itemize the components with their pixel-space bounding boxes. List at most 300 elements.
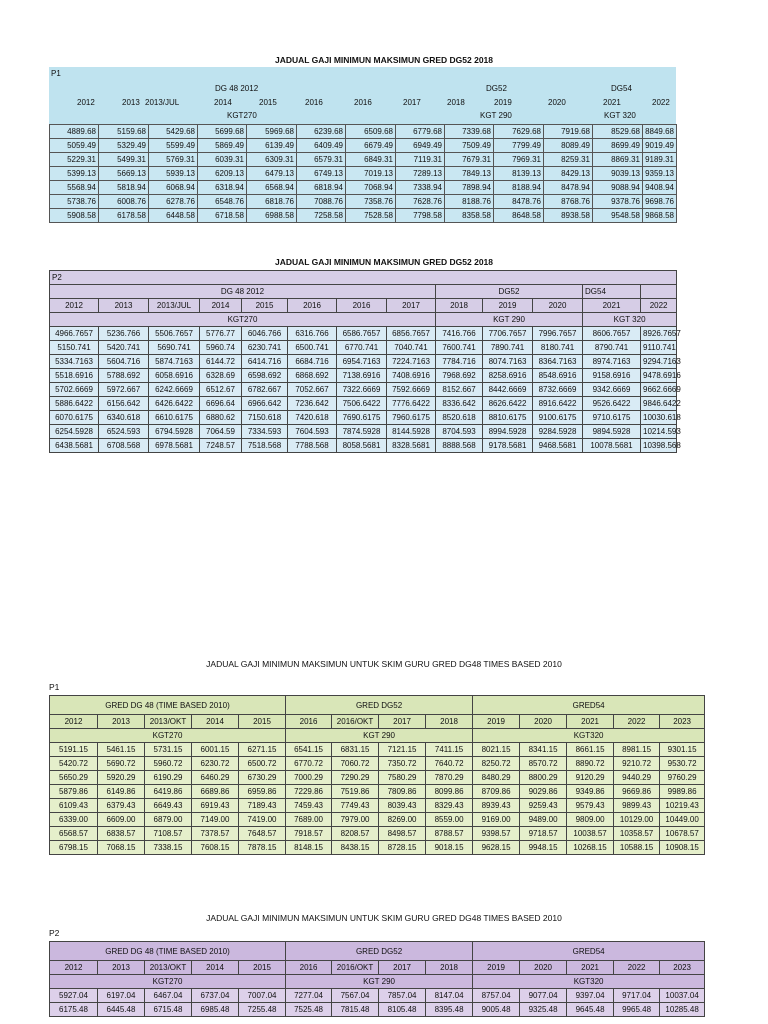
- table-cell: 6978.5681: [149, 439, 200, 453]
- table-cell: 9440.29: [614, 771, 660, 785]
- table-cell: 8732.6669: [533, 383, 583, 397]
- table-cell: 5650.29: [50, 771, 98, 785]
- table-cell: 6426.6422: [149, 397, 200, 411]
- table-cell: 7567.04: [332, 989, 379, 1003]
- table-cell: 9548.58: [593, 209, 643, 223]
- year-header: 2013: [122, 98, 140, 107]
- table-cell: 6190.29: [145, 771, 192, 785]
- table-cell: 5874.7163: [149, 355, 200, 369]
- table-cell: 6479.13: [247, 167, 297, 181]
- table-cell: 7119.31: [396, 153, 445, 167]
- table-row: [50, 341, 677, 355]
- group-dg54: DG54: [583, 285, 641, 299]
- table-cell: 8144.5928: [387, 425, 436, 439]
- table-cell: 7334.593: [242, 425, 288, 439]
- table-cell: 7060.72: [332, 757, 379, 771]
- table-cell: 5960.72: [145, 757, 192, 771]
- table-cell: 6197.04: [98, 989, 145, 1003]
- table-cell: 9039.13: [593, 167, 643, 181]
- table-cell: 5329.49: [99, 139, 149, 153]
- table-cell: 8626.6422: [483, 397, 533, 411]
- table-cell: 6339.00: [50, 813, 98, 827]
- table-cell: 7979.00: [332, 813, 379, 827]
- year-header: 2016: [288, 299, 337, 313]
- table-cell: 6046.766: [242, 327, 288, 341]
- table-cell: 5229.31: [50, 153, 99, 167]
- table-cell: 6109.43: [50, 799, 98, 813]
- table-cell: 9645.48: [567, 1003, 614, 1017]
- year-header: 2023: [660, 715, 705, 729]
- table-cell: 6318.94: [198, 181, 247, 195]
- table-cell: 9579.43: [567, 799, 614, 813]
- year-header: 2021: [567, 961, 614, 975]
- table-cell: 10037.04: [660, 989, 705, 1003]
- table-row: [50, 355, 677, 369]
- table-cell: 5461.15: [98, 743, 145, 757]
- table-cell: 6609.00: [98, 813, 145, 827]
- table-cell: 7580.29: [379, 771, 426, 785]
- table-cell: 6586.7657: [337, 327, 387, 341]
- table-cell: 8358.58: [445, 209, 494, 223]
- table-cell: 8890.72: [567, 757, 614, 771]
- table-cell: 6919.43: [192, 799, 239, 813]
- table-cell: 6879.00: [145, 813, 192, 827]
- empty-cell: [641, 285, 677, 299]
- year-header: 2022: [614, 715, 660, 729]
- table-cell: 8704.593: [436, 425, 483, 439]
- table-cell: 6730.29: [239, 771, 286, 785]
- table-cell: 8329.43: [426, 799, 473, 813]
- year-header: 2015: [242, 299, 288, 313]
- table-cell: 8498.57: [379, 827, 426, 841]
- table-cell: 10219.43: [660, 799, 705, 813]
- year-header: 2013: [99, 299, 149, 313]
- table-cell: 8039.43: [379, 799, 426, 813]
- year-header: 2015: [239, 961, 286, 975]
- table-cell: 9809.00: [567, 813, 614, 827]
- table-cell: 7518.568: [242, 439, 288, 453]
- table-cell: 6818.94: [297, 181, 346, 195]
- table-cell: 6798.15: [50, 841, 98, 855]
- table-cell: 8790.741: [583, 341, 641, 355]
- table-cell: 5150.741: [50, 341, 99, 355]
- table-cell: 7969.31: [494, 153, 544, 167]
- table-cell: 5818.94: [99, 181, 149, 195]
- table-cell: 6880.62: [200, 411, 242, 425]
- group-dg48: GRED DG 48 (TIME BASED 2010): [50, 696, 286, 715]
- table-cell: 9478.6916: [641, 369, 677, 383]
- table-cell: 9868.58: [643, 209, 677, 223]
- table-cell: 5927.04: [50, 989, 98, 1003]
- table-cell: 6715.48: [145, 1003, 192, 1017]
- table-cell: 5702.6669: [50, 383, 99, 397]
- table-cell: 5599.49: [149, 139, 198, 153]
- kgt-label: KGT 290: [286, 975, 473, 989]
- year-header: 2016: [337, 299, 387, 313]
- table-cell: 6649.43: [145, 799, 192, 813]
- table-cell: 8250.72: [473, 757, 520, 771]
- table-cell: 9965.48: [614, 1003, 660, 1017]
- group-dg48: DG 48 2012: [50, 285, 436, 299]
- table-cell: 8709.86: [473, 785, 520, 799]
- year-header: 2021: [583, 299, 641, 313]
- table-cell: 6610.6175: [149, 411, 200, 425]
- table-cell: 5399.13: [50, 167, 99, 181]
- table-cell: 9342.6669: [583, 383, 641, 397]
- table-cell: 7798.58: [396, 209, 445, 223]
- table-cell: 7007.04: [239, 989, 286, 1003]
- table-cell: 7525.48: [286, 1003, 332, 1017]
- table-cell: 9378.76: [593, 195, 643, 209]
- table-row: [50, 827, 705, 841]
- table-cell: 9899.43: [614, 799, 660, 813]
- group-dg52: DG52: [436, 285, 583, 299]
- table-cell: 7679.31: [445, 153, 494, 167]
- section-1-table: [49, 124, 677, 223]
- table-cell: 8529.68: [593, 125, 643, 139]
- kgt-label: KGT320: [473, 975, 705, 989]
- table-row: [50, 125, 677, 139]
- table-cell: 7592.6669: [387, 383, 436, 397]
- table-cell: 6254.5928: [50, 425, 99, 439]
- table-cell: 5669.13: [99, 167, 149, 181]
- year-header: 2017: [403, 98, 421, 107]
- table-cell: 9019.49: [643, 139, 677, 153]
- table-cell: 5879.86: [50, 785, 98, 799]
- table-cell: 8548.6916: [533, 369, 583, 383]
- year-header: 2012: [50, 961, 98, 975]
- table-cell: 5059.49: [50, 139, 99, 153]
- table-cell: 6156.642: [99, 397, 149, 411]
- table-cell: 6500.72: [239, 757, 286, 771]
- table-row: [50, 799, 705, 813]
- table-cell: 6239.68: [297, 125, 346, 139]
- table-row: [50, 771, 705, 785]
- table-cell: 8888.568: [436, 439, 483, 453]
- table-cell: 7690.6175: [337, 411, 387, 425]
- table-cell: 7277.04: [286, 989, 332, 1003]
- year-header: 2013/JUL: [145, 98, 180, 107]
- table-cell: 8180.741: [533, 341, 583, 355]
- table-cell: 5960.74: [200, 341, 242, 355]
- year-header: 2012: [50, 299, 99, 313]
- section-3-title: JADUAL GAJI MINIMUN MAKSIMUN UNTUK SKIM GURU GRED DG48 TIMES BASED 2010: [206, 659, 562, 669]
- year-header: 2015: [259, 98, 277, 107]
- table-cell: 6271.15: [239, 743, 286, 757]
- table-cell: 8800.29: [520, 771, 567, 785]
- table-cell: 5420.72: [50, 757, 98, 771]
- table-cell: 7000.29: [286, 771, 332, 785]
- table-cell: 8438.15: [332, 841, 379, 855]
- table-row: [50, 785, 705, 799]
- table-cell: 5236.766: [99, 327, 149, 341]
- table-cell: 8570.72: [520, 757, 567, 771]
- table-cell: 5568.94: [50, 181, 99, 195]
- year-header: 2015: [239, 715, 286, 729]
- table-cell: 7290.29: [332, 771, 379, 785]
- table-cell: 6679.49: [346, 139, 396, 153]
- table-cell: 6144.72: [200, 355, 242, 369]
- table-cell: 9468.5681: [533, 439, 583, 453]
- year-header: 2013/OKT: [145, 961, 192, 975]
- table-cell: 7776.6422: [387, 397, 436, 411]
- table-cell: 6500.741: [288, 341, 337, 355]
- table-cell: 6598.692: [242, 369, 288, 383]
- year-row: [50, 299, 677, 313]
- kgt-label: KGT 320: [604, 111, 636, 120]
- table-row: [50, 369, 677, 383]
- table-cell: 9169.00: [473, 813, 520, 827]
- table-cell: 8208.57: [332, 827, 379, 841]
- table-cell: 5788.692: [99, 369, 149, 383]
- table-cell: 7600.741: [436, 341, 483, 355]
- table-cell: 8788.57: [426, 827, 473, 841]
- table-cell: 7149.00: [192, 813, 239, 827]
- table-cell: 9294.7163: [641, 355, 677, 369]
- year-row: [50, 961, 705, 975]
- table-cell: 8269.00: [379, 813, 426, 827]
- kgt-label: KGT270: [50, 729, 286, 743]
- table-cell: 6039.31: [198, 153, 247, 167]
- table-cell: 6139.49: [247, 139, 297, 153]
- table-cell: 6068.94: [149, 181, 198, 195]
- table-cell: 5420.741: [99, 341, 149, 355]
- table-cell: 5769.31: [149, 153, 198, 167]
- year-header: 2014: [200, 299, 242, 313]
- section-1-header: [49, 67, 676, 124]
- table-cell: 8395.48: [426, 1003, 473, 1017]
- year-header: 2013/JUL: [149, 299, 200, 313]
- table-cell: 4889.68: [50, 125, 99, 139]
- table-cell: 8148.15: [286, 841, 332, 855]
- table-cell: 8757.04: [473, 989, 520, 1003]
- table-cell: 5604.716: [99, 355, 149, 369]
- table-cell: 7121.15: [379, 743, 426, 757]
- table-cell: 10398.568: [641, 439, 677, 453]
- table-cell: 7068.15: [98, 841, 145, 855]
- table-cell: 9325.48: [520, 1003, 567, 1017]
- table-cell: 8089.49: [544, 139, 593, 153]
- table-cell: 6954.7163: [337, 355, 387, 369]
- year-header: 2019: [483, 299, 533, 313]
- year-header: 2014: [214, 98, 232, 107]
- table-cell: 5939.13: [149, 167, 198, 181]
- table-cell: 6779.68: [396, 125, 445, 139]
- table-cell: 8188.76: [445, 195, 494, 209]
- group-dg52: GRED DG52: [286, 696, 473, 715]
- table-cell: 5920.29: [98, 771, 145, 785]
- table-cell: 9846.6422: [641, 397, 677, 411]
- table-cell: 6058.6916: [149, 369, 200, 383]
- table-cell: 8259.31: [544, 153, 593, 167]
- table-cell: 6838.57: [98, 827, 145, 841]
- table-cell: 7339.68: [445, 125, 494, 139]
- table-cell: 5776.77: [200, 327, 242, 341]
- table-cell: 8939.43: [473, 799, 520, 813]
- table-cell: 7640.72: [426, 757, 473, 771]
- table-cell: 6749.13: [297, 167, 346, 181]
- table-row: [50, 139, 677, 153]
- table-cell: 6149.86: [98, 785, 145, 799]
- table-cell: 8139.13: [494, 167, 544, 181]
- table-cell: 7189.43: [239, 799, 286, 813]
- table-cell: 5699.68: [198, 125, 247, 139]
- table-cell: 5499.31: [99, 153, 149, 167]
- table-cell: 9526.6422: [583, 397, 641, 411]
- table-cell: 7799.49: [494, 139, 544, 153]
- table-cell: 7874.5928: [337, 425, 387, 439]
- table-cell: 7408.6916: [387, 369, 436, 383]
- table-cell: 8328.5681: [387, 439, 436, 453]
- section-1-title: JADUAL GAJI MINIMUN MAKSIMUN GRED DG52 2018: [274, 55, 494, 65]
- table-cell: 8478.94: [544, 181, 593, 195]
- table-cell: 7809.86: [379, 785, 426, 799]
- table-cell: 6988.58: [247, 209, 297, 223]
- table-row: [50, 327, 677, 341]
- table-cell: 9669.86: [614, 785, 660, 799]
- table-cell: 4966.7657: [50, 327, 99, 341]
- table-cell: 7689.00: [286, 813, 332, 827]
- table-cell: 6770.741: [337, 341, 387, 355]
- table-cell: 6966.642: [242, 397, 288, 411]
- section-4-table: [49, 941, 705, 1017]
- table-row: [50, 439, 677, 453]
- table-cell: 9284.5928: [533, 425, 583, 439]
- table-cell: 6770.72: [286, 757, 332, 771]
- table-cell: 7236.642: [288, 397, 337, 411]
- table-cell: 9029.86: [520, 785, 567, 799]
- table-row: [50, 181, 677, 195]
- table-cell: 7870.29: [426, 771, 473, 785]
- table-cell: 7040.741: [387, 341, 436, 355]
- table-cell: 9397.04: [567, 989, 614, 1003]
- table-cell: 6448.58: [149, 209, 198, 223]
- year-header: 2021: [603, 98, 621, 107]
- table-row: [50, 209, 677, 223]
- table-cell: 7918.57: [286, 827, 332, 841]
- table-cell: 9005.48: [473, 1003, 520, 1017]
- table-cell: 8938.58: [544, 209, 593, 223]
- table-cell: 7604.593: [288, 425, 337, 439]
- kgt-label: KGT270: [227, 111, 257, 120]
- table-cell: 10078.5681: [583, 439, 641, 453]
- table-cell: 8648.58: [494, 209, 544, 223]
- table-cell: 6708.568: [99, 439, 149, 453]
- table-cell: 7350.72: [379, 757, 426, 771]
- table-cell: 6414.716: [242, 355, 288, 369]
- table-cell: 9110.741: [641, 341, 677, 355]
- table-cell: 7289.13: [396, 167, 445, 181]
- year-header: 2017: [387, 299, 436, 313]
- table-cell: 6849.31: [346, 153, 396, 167]
- year-header: 2013/OKT: [145, 715, 192, 729]
- table-cell: 7248.57: [200, 439, 242, 453]
- table-cell: 7138.6916: [337, 369, 387, 383]
- year-header: 2012: [50, 715, 98, 729]
- table-cell: 7338.94: [396, 181, 445, 195]
- table-cell: 8520.618: [436, 411, 483, 425]
- table-cell: 8994.5928: [483, 425, 533, 439]
- table-cell: 6868.692: [288, 369, 337, 383]
- table-cell: 8147.04: [426, 989, 473, 1003]
- table-cell: 9359.13: [643, 167, 677, 181]
- table-cell: 7258.58: [297, 209, 346, 223]
- group-dg48: GRED DG 48 (TIME BASED 2010): [50, 942, 286, 961]
- table-cell: 9100.6175: [533, 411, 583, 425]
- table-cell: 5429.68: [149, 125, 198, 139]
- table-cell: 7459.43: [286, 799, 332, 813]
- table-cell: 7706.7657: [483, 327, 533, 341]
- table-cell: 8728.15: [379, 841, 426, 855]
- table-cell: 6684.716: [288, 355, 337, 369]
- year-header: 2018: [447, 98, 465, 107]
- kgt-label: KGT270: [50, 313, 436, 327]
- table-row: [50, 813, 705, 827]
- table-cell: 5506.7657: [149, 327, 200, 341]
- table-cell: 5972.667: [99, 383, 149, 397]
- table-cell: 7849.13: [445, 167, 494, 181]
- table-cell: 7358.76: [346, 195, 396, 209]
- section-2-label: P2: [50, 271, 677, 285]
- year-header: 2013: [98, 715, 145, 729]
- year-header: 2020: [520, 715, 567, 729]
- table-cell: 10030.618: [641, 411, 677, 425]
- table-cell: 7224.7163: [387, 355, 436, 369]
- table-cell: 7788.568: [288, 439, 337, 453]
- table-cell: 10268.15: [567, 841, 614, 855]
- group-dg52: DG52: [486, 84, 507, 93]
- group-dg54: DG54: [611, 84, 632, 93]
- table-cell: 8849.68: [643, 125, 677, 139]
- group-dg54: GRED54: [473, 696, 705, 715]
- year-header: 2012: [77, 98, 95, 107]
- table-cell: 9077.04: [520, 989, 567, 1003]
- year-header: 2016/OKT: [332, 715, 379, 729]
- table-cell: 6467.04: [145, 989, 192, 1003]
- year-header: 2022: [652, 98, 670, 107]
- table-cell: 6242.6669: [149, 383, 200, 397]
- table-cell: 7411.15: [426, 743, 473, 757]
- table-cell: 6541.15: [286, 743, 332, 757]
- table-cell: 6340.618: [99, 411, 149, 425]
- table-cell: 8661.15: [567, 743, 614, 757]
- kgt-label: KGT270: [50, 975, 286, 989]
- year-header: 2020: [533, 299, 583, 313]
- year-header: 2014: [192, 715, 239, 729]
- table-row: [50, 195, 677, 209]
- table-cell: 9398.57: [473, 827, 520, 841]
- table-cell: 10214.593: [641, 425, 677, 439]
- table-row: [50, 167, 677, 181]
- table-cell: 8869.31: [593, 153, 643, 167]
- table-cell: 7338.15: [145, 841, 192, 855]
- table-cell: 5518.6916: [50, 369, 99, 383]
- table-cell: 7749.43: [332, 799, 379, 813]
- table-row: [50, 153, 677, 167]
- table-cell: 6178.58: [99, 209, 149, 223]
- table-cell: 7815.48: [332, 1003, 379, 1017]
- table-cell: 8258.6916: [483, 369, 533, 383]
- table-cell: 8606.7657: [583, 327, 641, 341]
- table-cell: 6579.31: [297, 153, 346, 167]
- table-cell: 5886.6422: [50, 397, 99, 411]
- table-row: [50, 411, 677, 425]
- table-cell: 9178.5681: [483, 439, 533, 453]
- table-cell: 8480.29: [473, 771, 520, 785]
- year-header: 2019: [473, 961, 520, 975]
- table-cell: 8810.6175: [483, 411, 533, 425]
- table-cell: 8336.642: [436, 397, 483, 411]
